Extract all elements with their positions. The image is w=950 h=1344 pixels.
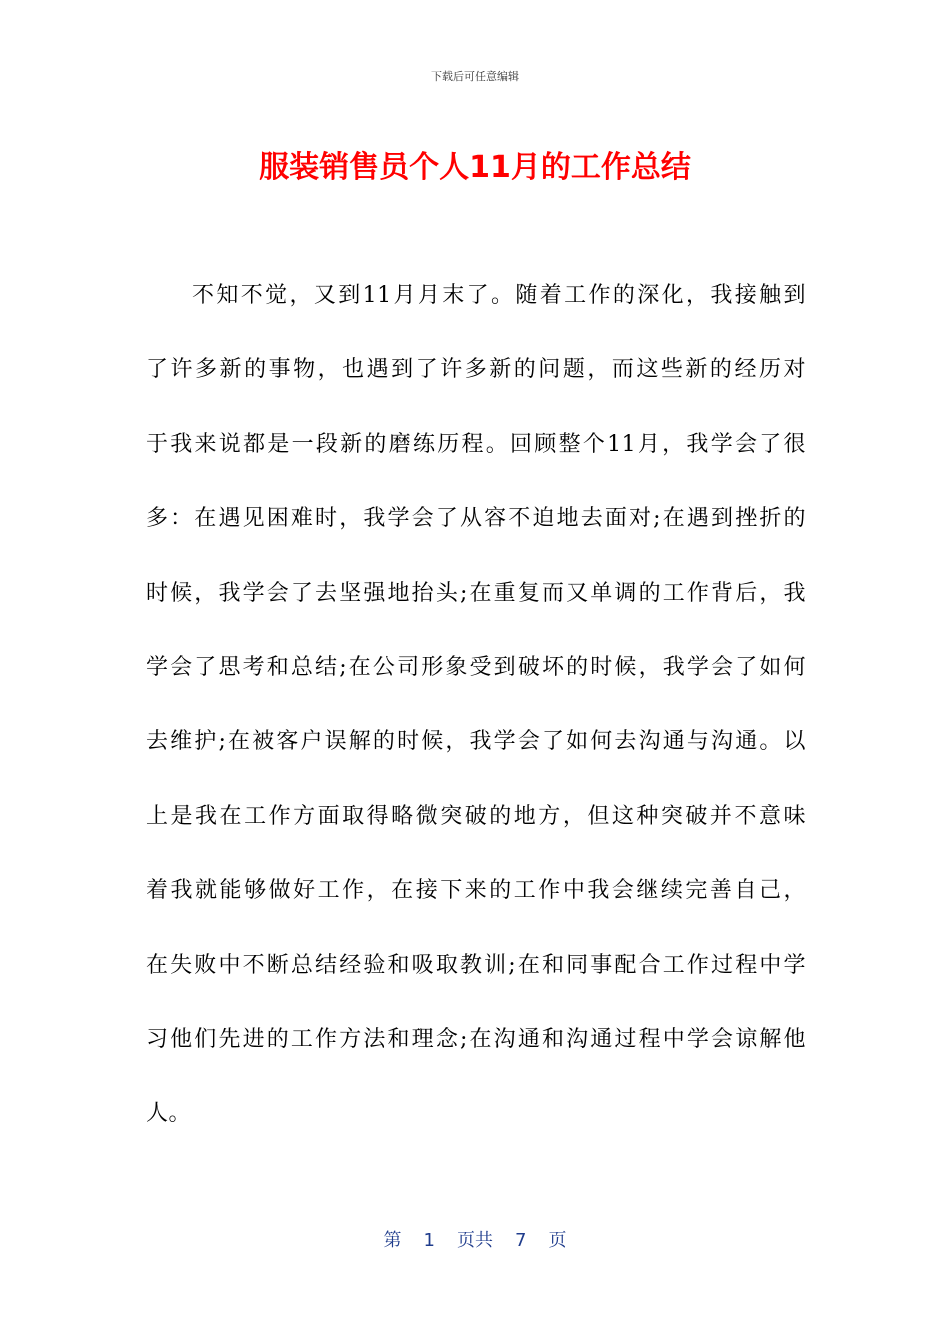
paragraph-line: 习他们先进的工作方法和理念;在沟通和沟通过程中学会谅解他 xyxy=(146,1026,806,1052)
page-footer xyxy=(0,1226,950,1252)
paragraph-line: 了许多新的事物，也遇到了许多新的问题，而这些新的经历对 xyxy=(146,357,806,383)
paragraph-line: 在失败中不断总结经验和吸取教训;在和同事配合工作过程中学 xyxy=(146,952,806,978)
paragraph-line: 着我就能够做好工作，在接下来的工作中我会继续完善自己， xyxy=(146,878,806,904)
paragraph-line: 去维护;在被客户误解的时候，我学会了如何去沟通与沟通。以 xyxy=(146,729,806,755)
current-page-number: 1 xyxy=(423,1230,435,1251)
paragraph-line: 于我来说都是一段新的磨练历程。回顾整个11月，我学会了很 xyxy=(146,431,806,457)
document-title: 服装销售员个人11月的工作总结 xyxy=(259,150,691,185)
body-paragraph xyxy=(146,272,806,1165)
paragraph-line: 上是我在工作方面取得略微突破的地方，但这种突破并不意味 xyxy=(146,803,806,829)
paragraph-line: 时候，我学会了去坚强地抬头;在重复而又单调的工作背后，我 xyxy=(146,580,806,606)
paragraph-line: 不知不觉，又到11月月末了。随着工作的深化，我接触到 xyxy=(192,283,806,308)
paragraph-line: 人。 xyxy=(146,1101,192,1127)
header-note: 下载后可任意编辑 xyxy=(431,70,519,83)
total-pages: 7 xyxy=(515,1230,527,1251)
page-suffix: 页 xyxy=(548,1230,567,1251)
paragraph-line: 学会了思考和总结;在公司形象受到破坏的时候，我学会了如何 xyxy=(146,654,806,680)
page-prefix: 第 xyxy=(383,1230,402,1251)
page-mid: 页共 xyxy=(457,1230,493,1251)
paragraph-line: 多：在遇见困难时，我学会了从容不迫地去面对;在遇到挫折的 xyxy=(146,506,806,532)
